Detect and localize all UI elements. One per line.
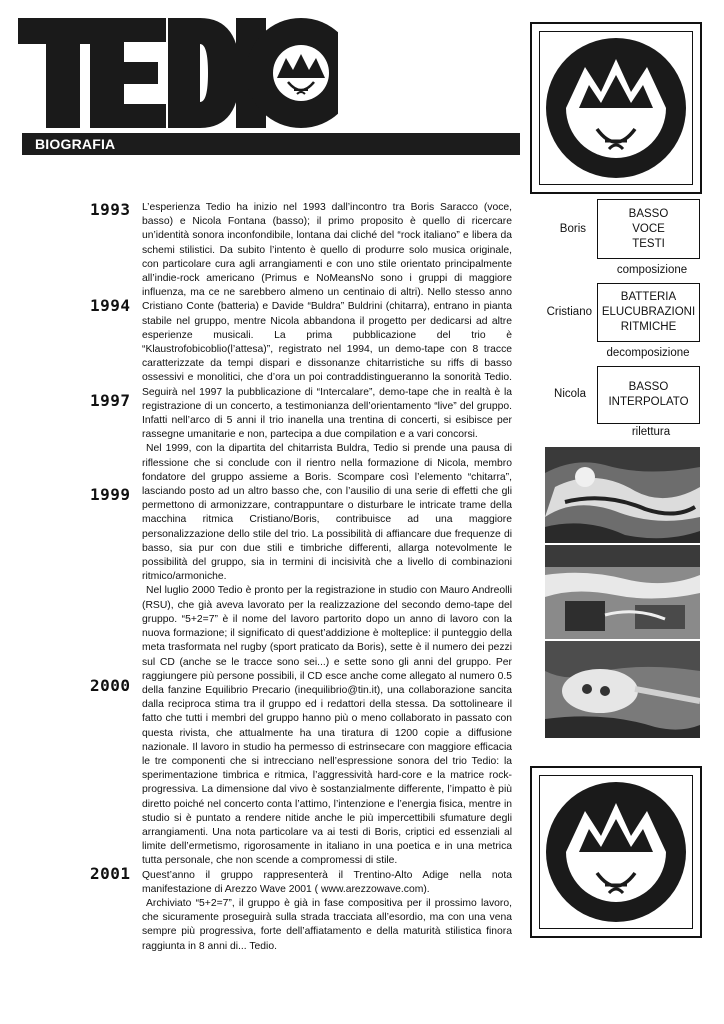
- member-roles-box: [597, 366, 700, 424]
- role-label: TESTI: [632, 237, 665, 250]
- member-caption: decomposizione: [606, 347, 690, 359]
- section-title: BIOGRAFIA: [35, 136, 116, 152]
- tedio-logo: [18, 18, 338, 130]
- year-label: 2000: [90, 676, 131, 695]
- role-label: BASSO: [628, 207, 669, 220]
- band-emblem-bottom: [530, 766, 702, 938]
- biography-text: [142, 201, 512, 954]
- role-label: VOCE: [632, 222, 665, 235]
- band-emblem-top: [530, 22, 702, 194]
- member-name: Cristiano: [546, 306, 592, 318]
- member-roles-box: [597, 283, 700, 342]
- year-label: 1997: [90, 391, 131, 410]
- band-photo: [545, 641, 700, 738]
- member-caption: composizione: [616, 264, 688, 276]
- mountain-emblem-icon: [545, 37, 687, 179]
- member-roles-box: [597, 199, 700, 259]
- bio-paragraph: Quest’anno il gruppo rappresenterà il Trentino-Alto Adige nella nota manifestazione di Arezzo Wave 2001 ( www.arezzowave.com).: [142, 869, 512, 895]
- year-label: 1994: [90, 296, 131, 315]
- band-photo: [545, 545, 700, 639]
- bio-paragraph: Archiviato “5+2=7”, il gruppo è già in fase compositiva per il prossimo lavoro, che sicuramente proseguirà sulla strada tracciata all’esordio, ma con una vena sempre più progressiva, forte dell’affiatamento e della maturità stilistica finora raggiunta in 8 anni di... Tedio.: [142, 897, 512, 952]
- mountain-emblem-icon: [545, 781, 687, 923]
- role-label: INTERPOLATO: [608, 396, 689, 408]
- role-label: RITMICHE: [620, 321, 677, 333]
- section-title-bar: [22, 133, 520, 155]
- year-label: 1993: [90, 200, 131, 219]
- member-name: Boris: [559, 223, 586, 235]
- bio-paragraph: Nel 1999, con la dipartita del chitarrista Buldra, Tedio si prende una pausa di riflessione che si conclude con il rientro nella formazione di Nicola, membro fondatore del gruppo assieme a Boris. Scompare così l’elemento “chitarra”, lasciando posto ad un altro basso che, con l’ausilio di una serie di effetti che gli permettono di armonizzare, contrappuntare o disturbare le intricate trame della macchina ritmica Cristiano/Boris, contribuisce ad una maggiore personalizzazione dello stile del trio. La possibilità di affiancare due frequenze di basso, sia pur con due stili e timbriche differenti, allarga notevolmente le possibilità del gruppo, sia in termini di incisività che a livello di combinazioni ritmico/armoniche.: [142, 443, 512, 583]
- role-label: ELUCUBRAZIONI: [601, 306, 696, 318]
- bio-paragraph: L’esperienza Tedio ha inizio nel 1993 dall’incontro tra Boris Saracco (voce, basso) e Nicola Fontana (basso); il primo proposito è quello di ricercare un’identità sonora inconfondibile, lontana dai cliché del “rock italiano” e libera da schemi stilistici. Da subito l’intento è quello di produrre solo musica originale, con particolare cura agli arrangiamenti e con uno stile orientato principalmente all’indie-rock americano (Primus e NoMeansNo sono i gruppi di maggiore influenza, ma ce ne sarebbero almeno un centinaio di altri). Nello stesso anno Cristiano Conte (batteria) e Davide “Buldra” Buldrini (chitarra), entrano in pianta stabile nel gruppo, mentre Nicola abbandona il progetto per dedicarsi ad altre esperienze musicali. La prima pubblicazione del trio è “Klaustrofobicoblio(l’attesa)”, registrato nel 1994, un demo-tape con 8 tracce caratterizzate da tempi dispari e dissonanze chitarristiche su riffs di basso ossessivi e monolitici, che d’ora un poi contraddistingueranno la sonorità Tedio. Seguirà nel 1997 la pubblicazione di “Intercalare”, demo-tape che in realtà è la registrazione di un concerto, a testimonianza dell’orientamento “live” del gruppo. Infatti nell’arco di 5 anni il trio inanella una trentina di concerti, si esibisce per rassegne umanitarie e non, partecipa a due compilation e a vari concorsi.: [142, 202, 512, 441]
- year-label: 1999: [90, 485, 131, 504]
- role-label: BATTERIA: [620, 291, 677, 303]
- role-label: BASSO: [628, 381, 669, 393]
- year-label: 2001: [90, 864, 131, 883]
- member-caption: rilettura: [631, 426, 671, 438]
- band-photo: [545, 447, 700, 543]
- bio-paragraph: Nel luglio 2000 Tedio è pronto per la registrazione in studio con Mauro Andreolli (RSU), che già aveva lavorato per la realizzazione del secondo demo-tape del gruppo. “5+2=7” è il nome del lavoro partorito dopo un anno di lavoro con la nuova formazione; il significato di quest’addizione è molteplice: il punteggio della meta trasformata nel rugby (sport praticato da Boris), sette è il numero dei pezzi sul CD (anche se le tracce sono sei...) e sette sono gli anni del gruppo. Per raggiungere più persone possibili, il CD esce anche come allegato al numero 0.5 della fanzine Equilibrio Precario (inequilibrio@tin.it), una collaborazione sancita dalla reciproca stima tra il gruppo ed i redattori della stessa. Da sottolineare il fatto che tutti i membri del gruppo hanno più o meno collaborato in passato con questa rivista, che attualmente ha una tiratura di 1200 copie a diffusione nazionale. Il lavoro in studio ha permesso di estrinsecare con maggiore efficacia le tre componenti che si intrecciano nell’espressione sonora del trio Tedio: la sperimentazione timbrica e ritmica, l’aggressività hard-core e la matrice rock-progressiva. La dimensione dal vivo è sostanzialmente differente, l’impatto è più diretto poiché nel concerto conta l’attimo, l’intenzione e l’energia fisica, mentre in studio si è puntato a rendere nitide anche le più impercettibili sfumature degli arrangiamenti. Una nota particolare va ai testi di Boris, criptici ed essenziali al limite dell’ermetismo, rigorosamente in italiano in una poetica e in una metrica tutta personale, che non scende a compromessi di stile.: [142, 585, 512, 867]
- member-name: Nicola: [554, 388, 586, 400]
